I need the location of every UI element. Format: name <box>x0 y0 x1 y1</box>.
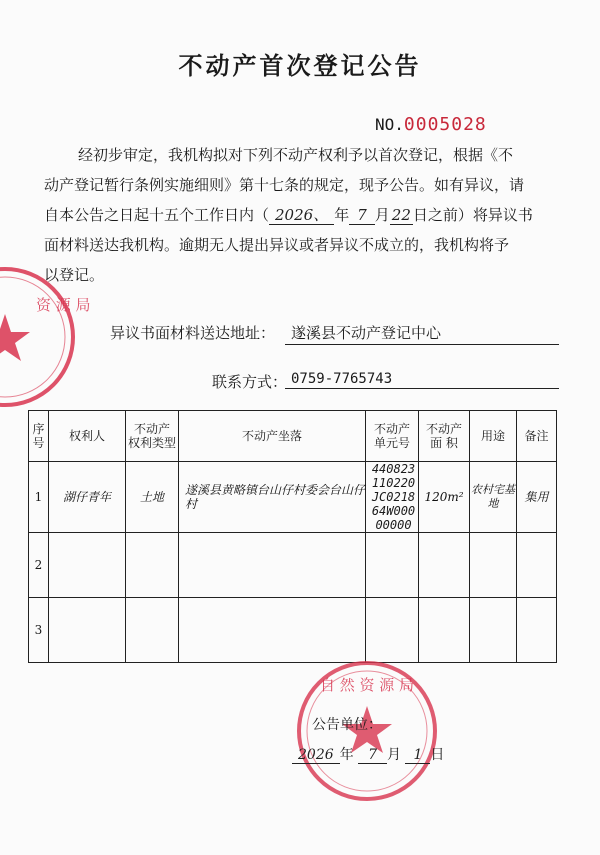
note-cell <box>517 533 557 598</box>
bottom-seal-text: 自 然 资 源 局 <box>319 676 415 694</box>
sign-day-char: 日 <box>430 747 445 763</box>
month-char: 月 <box>374 206 390 224</box>
body-line-1: 经初步审定，我机构拟对下列不动产权利予以首次登记，根据《不 <box>78 146 514 164</box>
holder-cell <box>49 598 126 663</box>
usage-cell: 农村宅基地 <box>470 462 517 533</box>
document-number-value: 0005028 <box>403 114 487 135</box>
row-index: 2 <box>29 533 49 598</box>
row-index: 3 <box>29 598 49 663</box>
unit-no-cell <box>366 598 419 663</box>
body-line-5: 以登记。 <box>44 266 105 284</box>
header-note: 备注 <box>517 411 557 462</box>
left-official-seal <box>0 262 91 412</box>
table-row <box>29 462 557 533</box>
right-type-cell <box>126 598 179 663</box>
address-value: 遂溪县不动产登记中心 <box>285 322 559 345</box>
body-line-3-end: 日之前）将异议书 <box>412 206 533 224</box>
document-number-prefix: NO. <box>375 115 404 134</box>
note-cell <box>517 598 557 663</box>
registration-table <box>28 410 557 663</box>
document-number <box>375 114 487 135</box>
location-cell <box>179 598 366 663</box>
note-cell: 集用 <box>517 462 557 533</box>
signature-label: 公告单位： <box>312 717 382 733</box>
body-line-3-start: 自本公告之日起十五个工作日内（ <box>44 206 270 224</box>
location-cell <box>179 533 366 598</box>
table-row <box>29 533 557 598</box>
holder-cell <box>49 533 126 598</box>
area-cell <box>419 533 470 598</box>
right-type-cell: 土地 <box>126 462 179 533</box>
header-index: 序号 <box>29 411 49 462</box>
header-area: 不动产 面 积 <box>419 411 470 462</box>
deadline-year: 2026、 <box>269 206 334 225</box>
usage-cell <box>470 533 517 598</box>
table-header-row <box>29 411 557 462</box>
deadline-month: 7 <box>349 206 375 225</box>
unit-no-cell: 440823110220JC021864W00000000 <box>366 462 419 533</box>
left-seal-text: 资 源 局 <box>36 296 91 314</box>
body-line-4: 面材料送达我机构。逾期无人提出异议或者异议不成立的，我机构将予 <box>44 236 510 254</box>
unit-no-cell <box>366 533 419 598</box>
contact-value: 0759-7765743 <box>285 371 559 389</box>
signature-date <box>292 744 444 764</box>
sign-year-char: 年 <box>339 747 354 763</box>
table-row <box>29 598 557 663</box>
row-index: 1 <box>29 462 49 533</box>
header-right-type: 不动产 权利类型 <box>126 411 179 462</box>
sign-month: 7 <box>358 747 387 764</box>
area-cell <box>419 598 470 663</box>
usage-cell <box>470 598 517 663</box>
header-holder: 权利人 <box>49 411 126 462</box>
header-unit-no: 不动产 单元号 <box>366 411 419 462</box>
body-line-3 <box>44 200 533 230</box>
right-type-cell <box>126 533 179 598</box>
area-cell: 120m² <box>419 462 470 533</box>
sign-month-char: 月 <box>387 747 402 763</box>
address-label: 异议书面材料送达地址： <box>110 324 276 342</box>
sign-year: 2026 <box>292 747 340 764</box>
header-usage: 用途 <box>470 411 517 462</box>
sign-day: 1 <box>405 747 430 764</box>
holder-cell: 湖仔青年 <box>49 462 126 533</box>
location-cell: 遂溪县黄略镇台山仔村委会台山仔村 <box>179 462 366 533</box>
body-line-2: 动产登记暂行条例实施细则》第十七条的规定，现予公告。如有异议，请 <box>44 176 525 194</box>
year-char: 年 <box>334 206 350 224</box>
seal-star-icon <box>0 314 30 361</box>
header-location: 不动产坐落 <box>179 411 366 462</box>
deadline-day: 22 <box>391 206 411 224</box>
page-title: 不动产首次登记公告 <box>178 52 422 80</box>
contact-label: 联系方式： <box>212 373 288 391</box>
